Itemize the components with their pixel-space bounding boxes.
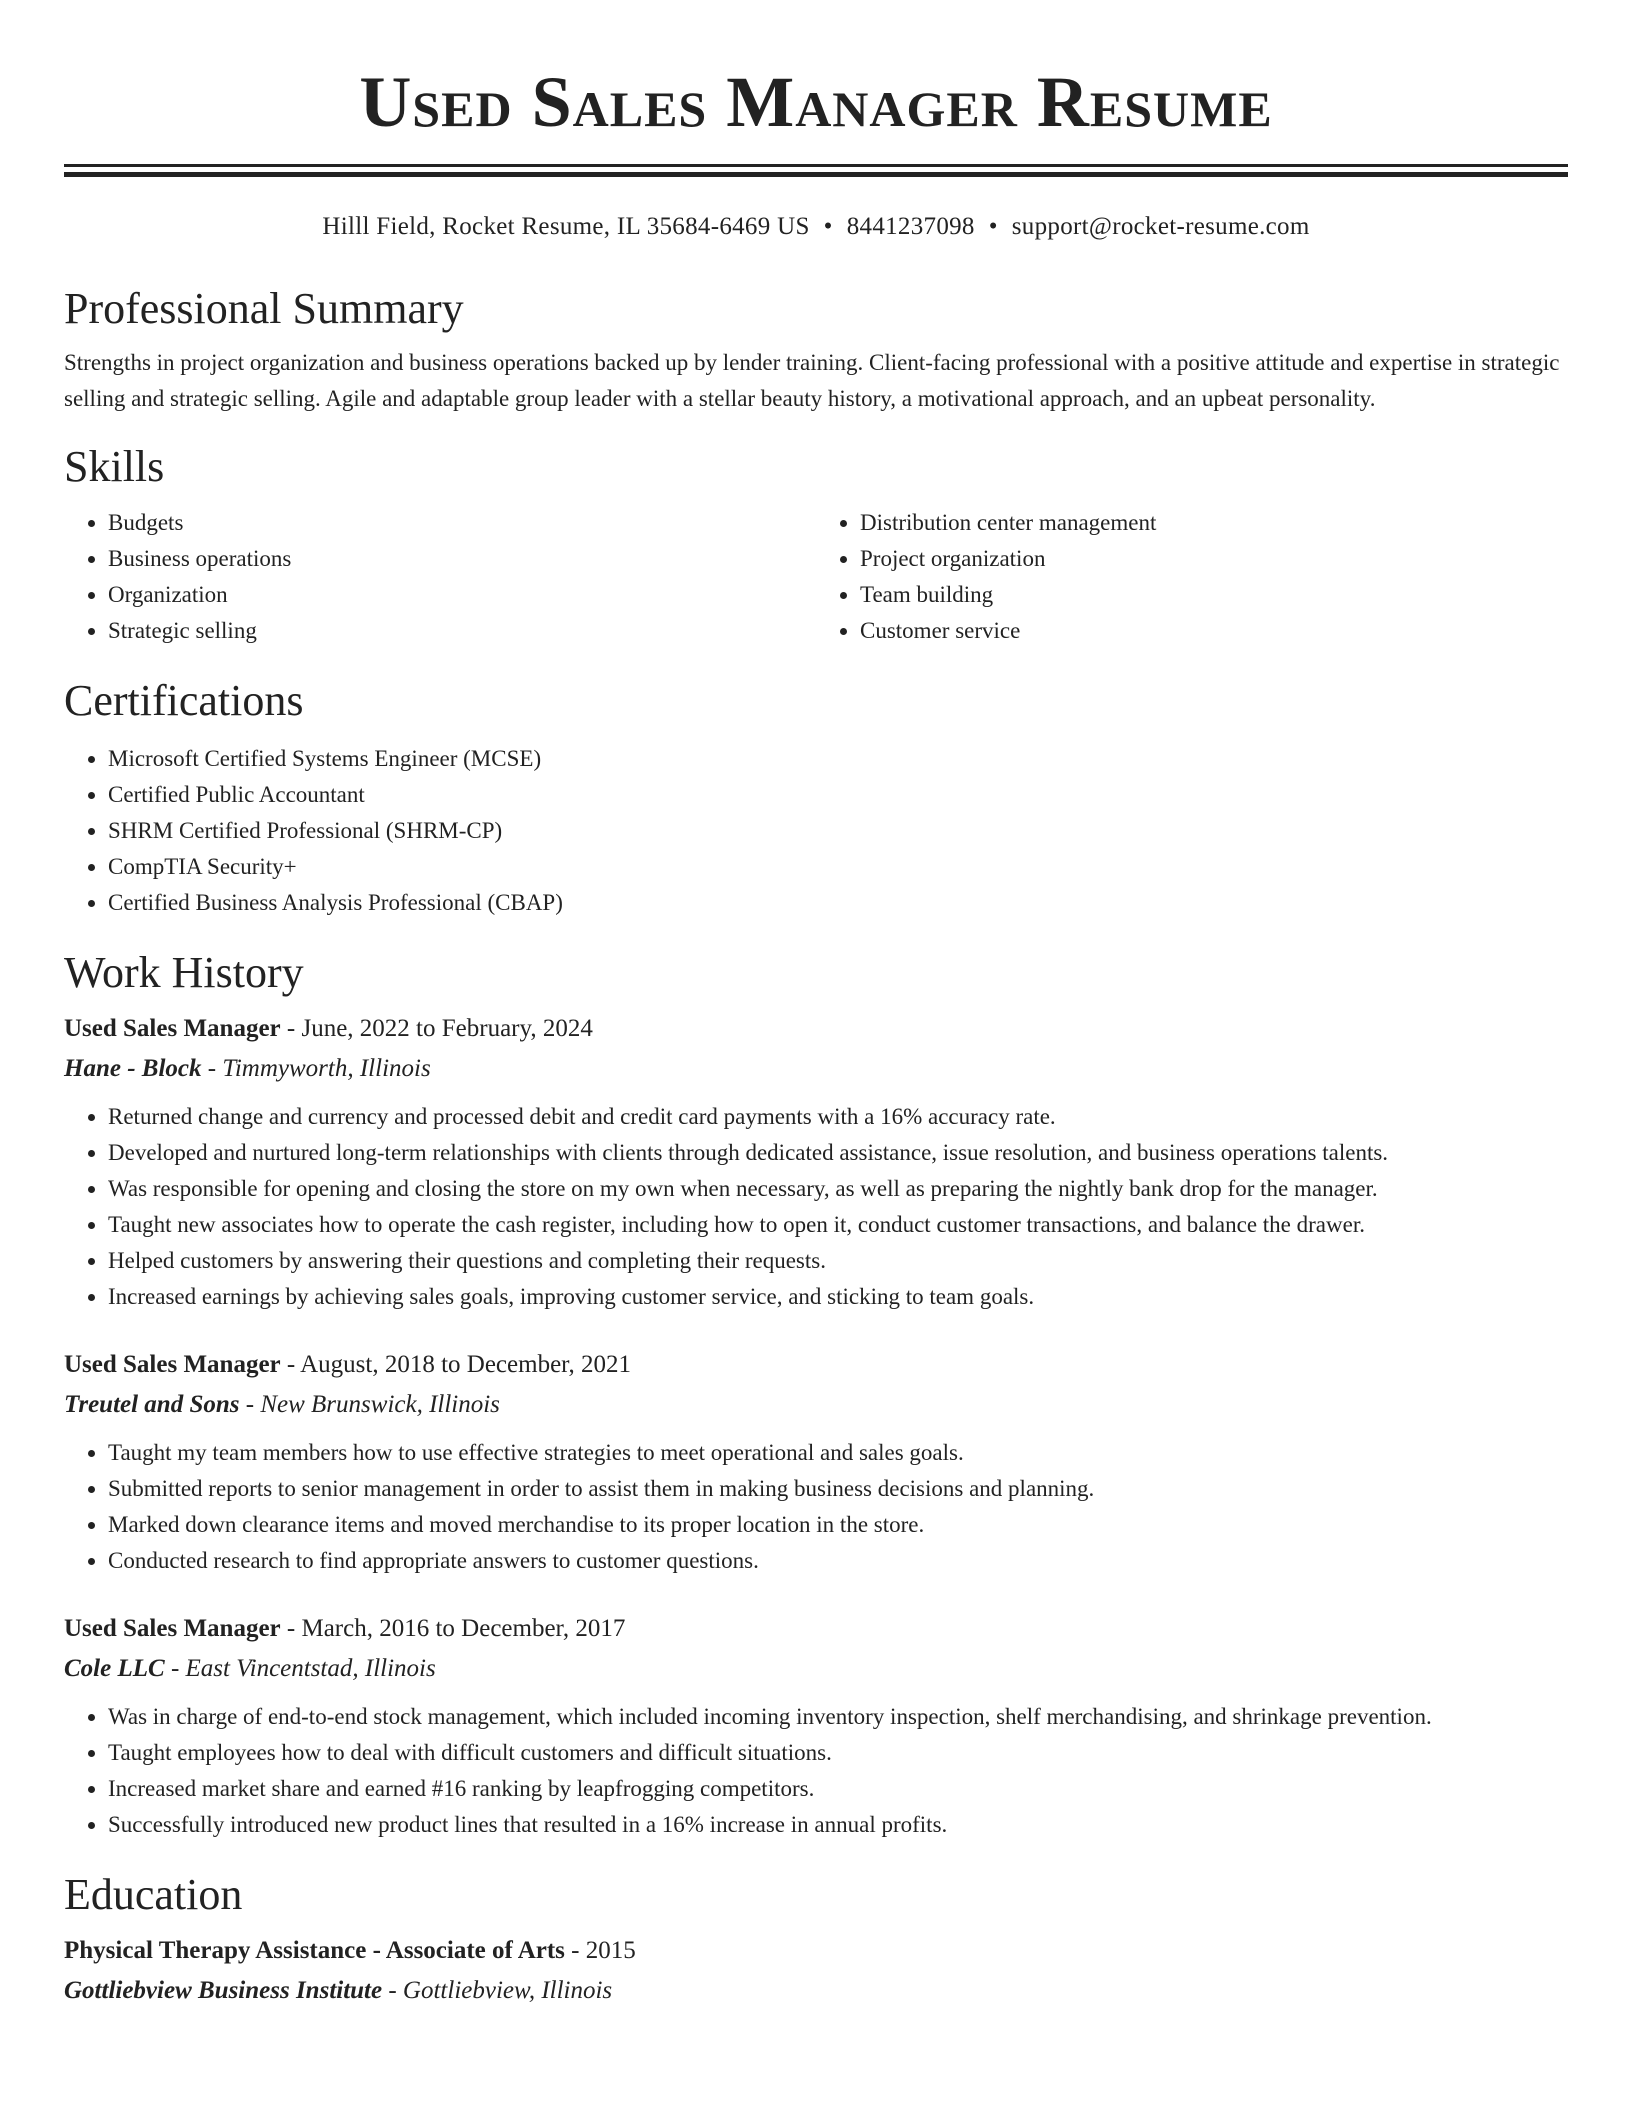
- education-entry: [64, 1931, 1568, 2011]
- job-bullet: • Returned change and currency and processed debit and credit card payments with a 16% accuracy rate.: [108, 1099, 1568, 1135]
- job-company: Cole LLC: [64, 1655, 165, 1682]
- job-location: - Timmyworth, Illinois: [201, 1055, 431, 1082]
- skills-heading: Skills: [64, 442, 165, 491]
- job-company: Treutel and Sons: [64, 1391, 240, 1418]
- job-location: - New Brunswick, Illinois: [239, 1391, 500, 1418]
- job-bullets: [64, 1699, 1568, 1843]
- job-bullets: [64, 1435, 1568, 1579]
- skill-item: • Distribution center management: [860, 505, 1568, 541]
- job-bullet: • Taught employees how to deal with difficult customers and difficult situations.: [108, 1735, 1568, 1771]
- job-title: Used Sales Manager: [64, 1351, 281, 1378]
- job-title-line: [64, 1609, 1568, 1649]
- job-location: - East Vincentstad, Illinois: [164, 1655, 436, 1682]
- job-bullet: • Submitted reports to senior management in order to assist them in making business decisions and planning.: [108, 1471, 1568, 1507]
- education-school: Gottliebview Business Institute: [64, 1977, 383, 2004]
- job-entry: [64, 1609, 1568, 1843]
- job-bullet: • Was responsible for opening and closing the store on my own when necessary, as well as preparing the nightly bank drop for the manager.: [108, 1171, 1568, 1207]
- job-entry: [64, 1009, 1568, 1315]
- job-entry: [64, 1345, 1568, 1579]
- resume-title: Used Sales Manager Resume: [359, 62, 1273, 142]
- job-dates: - August, 2018 to December, 2021: [280, 1351, 631, 1378]
- contact-separator: •: [988, 213, 998, 240]
- education-degree: Physical Therapy Assistance - Associate of Arts: [64, 1937, 565, 1964]
- job-company-line: [64, 1049, 1568, 1089]
- job-bullet: • Developed and nurtured long-term relationships with clients through dedicated assistance, issue resolution, and business operations talents.: [108, 1135, 1568, 1171]
- job-company: Hane - Block: [64, 1055, 202, 1082]
- education-year: - 2015: [564, 1937, 636, 1964]
- education-location: - Gottliebview, Illinois: [382, 1977, 613, 2004]
- skill-item: • Team building: [860, 577, 1568, 613]
- skills-column-right: [816, 505, 1568, 649]
- skill-item: • Business operations: [108, 541, 816, 577]
- title-divider-top: [64, 164, 1568, 167]
- job-company-line: [64, 1649, 1568, 1689]
- skills-column-left: [64, 505, 816, 649]
- certification-item: • Certified Public Accountant: [108, 777, 1568, 813]
- contact-address: Hilll Field, Rocket Resume, IL 35684-6469 US: [322, 213, 810, 240]
- skill-item: • Budgets: [108, 505, 816, 541]
- job-dates: - March, 2016 to December, 2017: [280, 1615, 626, 1642]
- job-bullets: [64, 1099, 1568, 1315]
- job-company-line: [64, 1385, 1568, 1425]
- contact-separator: •: [823, 213, 833, 240]
- skill-item: • Project organization: [860, 541, 1568, 577]
- contact-phone: 8441237098: [846, 213, 975, 240]
- certification-item: • CompTIA Security+: [108, 849, 1568, 885]
- job-bullet: • Conducted research to find appropriate answers to customer questions.: [108, 1543, 1568, 1579]
- certifications-list: [64, 741, 1568, 921]
- job-title: Used Sales Manager: [64, 1615, 281, 1642]
- job-bullet: • Helped customers by answering their questions and completing their requests.: [108, 1243, 1568, 1279]
- skill-item: • Customer service: [860, 613, 1568, 649]
- job-bullet: • Increased market share and earned #16 ranking by leapfrogging competitors.: [108, 1771, 1568, 1807]
- certification-item: • Microsoft Certified Systems Engineer (MCSE): [108, 741, 1568, 777]
- job-bullet: • Was in charge of end-to-end stock management, which included incoming inventory inspection, shelf merchandising, and shrinkage prevention.: [108, 1699, 1568, 1735]
- job-title: Used Sales Manager: [64, 1015, 281, 1042]
- title-divider-bottom: [64, 172, 1568, 177]
- skill-item: • Organization: [108, 577, 816, 613]
- certification-item: • Certified Business Analysis Professional (CBAP): [108, 885, 1568, 921]
- certifications-heading: Certifications: [64, 676, 304, 725]
- job-bullet: • Marked down clearance items and moved merchandise to its proper location in the store.: [108, 1507, 1568, 1543]
- job-bullet: • Taught new associates how to operate the cash register, including how to open it, conduct customer transactions, and balance the drawer.: [108, 1207, 1568, 1243]
- education-school-line: [64, 1971, 1568, 2011]
- contact-email: support@rocket-resume.com: [1011, 213, 1310, 240]
- contact-line: [64, 211, 1568, 243]
- job-title-line: [64, 1345, 1568, 1385]
- job-title-line: [64, 1009, 1568, 1049]
- education-heading: Education: [64, 1870, 243, 1919]
- job-dates: - June, 2022 to February, 2024: [280, 1015, 593, 1042]
- skill-item: • Strategic selling: [108, 613, 816, 649]
- job-bullet: • Successfully introduced new product lines that resulted in a 16% increase in annual profits.: [108, 1807, 1568, 1843]
- skills-list: [64, 505, 1568, 649]
- summary-text: Strengths in project organization and business operations backed up by lender training. Client-facing professional with a positive attitude and expertise in strategic selling and strategic selling. Agile and adaptable group leader with a stellar beauty history, a motivational approach, and an upbeat personality.: [64, 350, 1560, 411]
- job-bullet: • Increased earnings by achieving sales goals, improving customer service, and sticking to team goals.: [108, 1279, 1568, 1315]
- work-history-heading: Work History: [64, 948, 304, 997]
- summary-heading: Professional Summary: [64, 284, 464, 333]
- certification-item: • SHRM Certified Professional (SHRM-CP): [108, 813, 1568, 849]
- job-bullet: • Taught my team members how to use effective strategies to meet operational and sales goals.: [108, 1435, 1568, 1471]
- education-degree-line: [64, 1931, 1568, 1971]
